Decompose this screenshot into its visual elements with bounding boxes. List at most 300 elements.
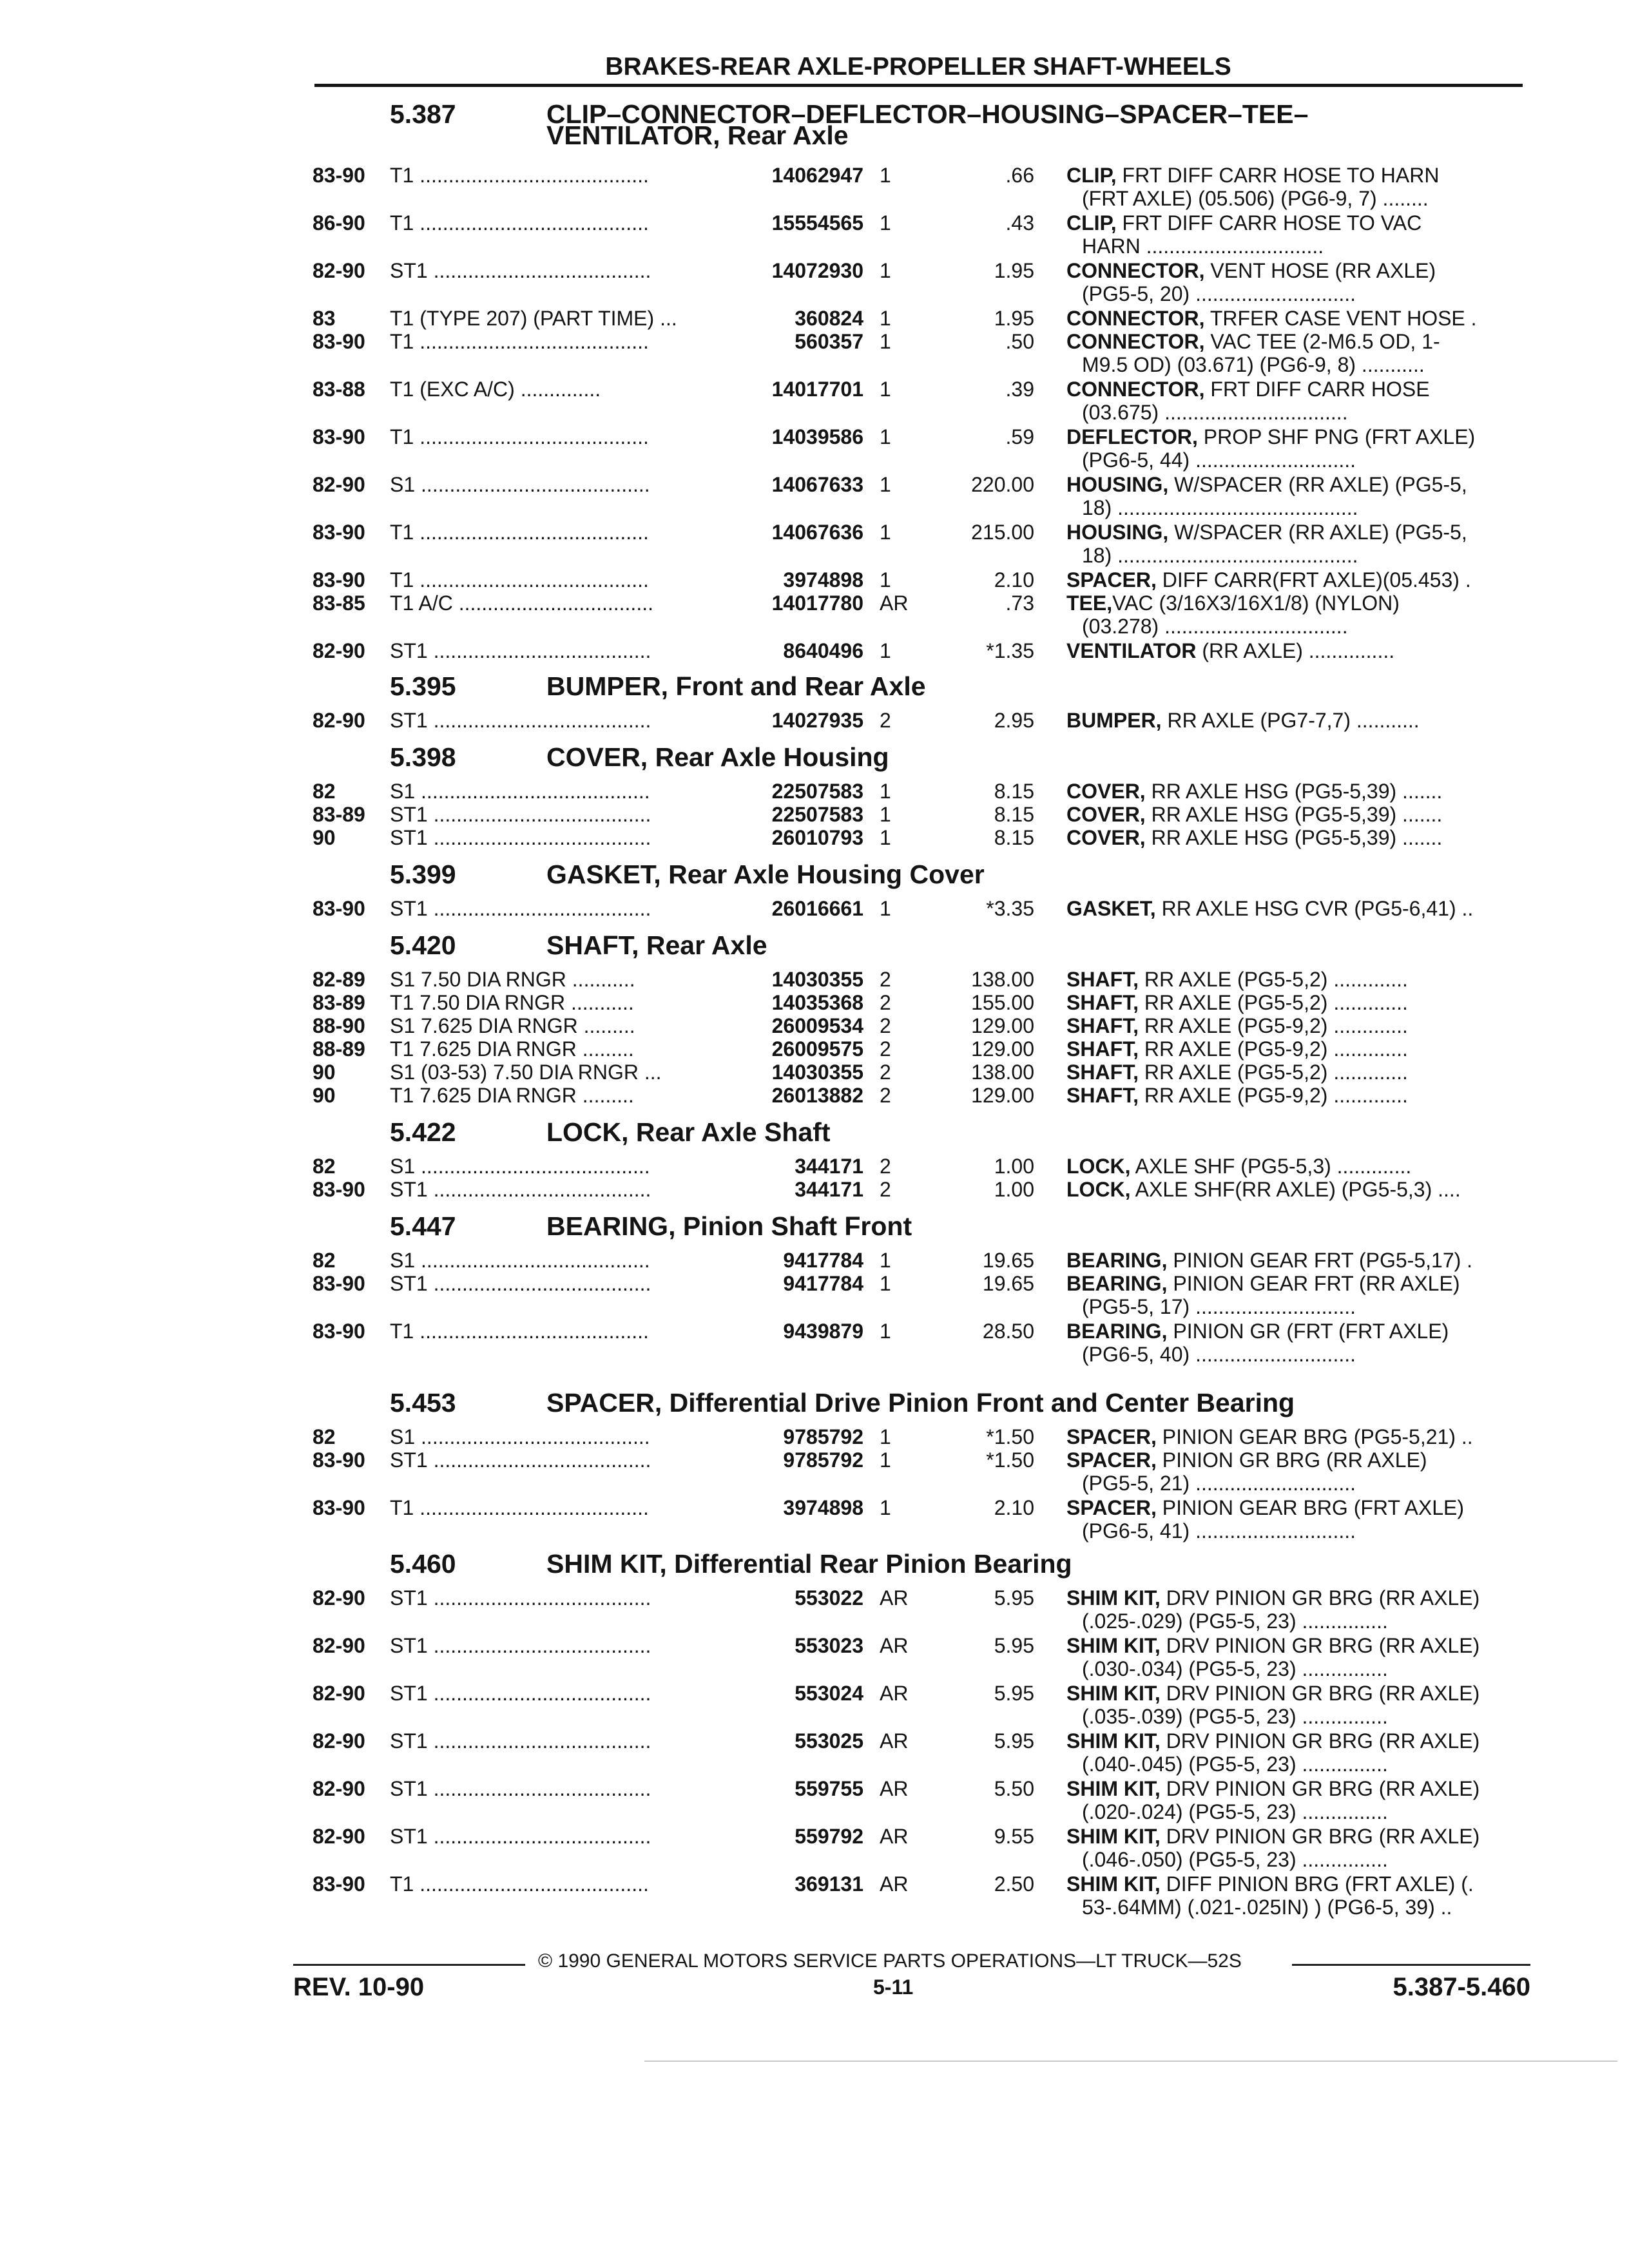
part-number: 9417784 xyxy=(783,1272,863,1295)
part-name: SPACER, xyxy=(1066,568,1157,591)
description-line xyxy=(1066,1037,1530,1061)
model-application: ST1 ...................................... xyxy=(390,709,651,732)
section-header xyxy=(0,1209,1629,1244)
model-application: ST1 ...................................... xyxy=(390,1729,651,1753)
price: *3.35 xyxy=(986,897,1034,920)
price: 5.50 xyxy=(994,1777,1034,1800)
parts-section xyxy=(0,1385,1629,1418)
description-detail: DRV PINION GR BRG (RR AXLE) xyxy=(1160,1682,1480,1705)
description-line xyxy=(1066,639,1530,662)
model-application: ST1 ...................................... xyxy=(390,1634,651,1657)
model-years: 83-90 xyxy=(313,164,365,187)
price: .59 xyxy=(1005,425,1034,448)
description-detail: DRV PINION GR BRG (RR AXLE) xyxy=(1160,1825,1480,1848)
description-detail: PINION GR BRG (RR AXLE) xyxy=(1156,1448,1427,1472)
price: 2.95 xyxy=(994,709,1034,732)
description-continuation: M9.5 OD) (03.671) (PG6-9, 8) ........... xyxy=(1082,353,1425,376)
part-number: 553022 xyxy=(795,1586,863,1610)
part-description xyxy=(1066,780,1530,803)
description-line xyxy=(1066,1178,1530,1201)
part-name: SHIM KIT, xyxy=(1066,1825,1161,1848)
section-title: COVER, Rear Axle Housing xyxy=(546,742,889,772)
part-description xyxy=(1066,259,1530,305)
part-name: SHAFT, xyxy=(1066,1014,1139,1037)
quantity: 1 xyxy=(880,521,891,544)
part-name: COVER, xyxy=(1066,803,1146,826)
part-name: SHAFT, xyxy=(1066,968,1139,991)
part-number: 14062947 xyxy=(771,164,863,187)
description-line xyxy=(1066,591,1530,615)
model-years: 82-90 xyxy=(313,1825,365,1848)
quantity: AR xyxy=(880,1682,909,1705)
part-number: 9439879 xyxy=(783,1320,863,1343)
price: *1.35 xyxy=(986,639,1034,662)
description-line xyxy=(1066,425,1530,448)
quantity: 1 xyxy=(880,1249,891,1272)
part-name: SHIM KIT, xyxy=(1066,1872,1161,1896)
part-description xyxy=(1066,897,1530,920)
section-header xyxy=(0,857,1629,892)
quantity: 1 xyxy=(880,803,891,826)
model-application: S1 7.50 DIA RNGR ........... xyxy=(390,968,635,991)
quantity: 2 xyxy=(880,1084,891,1107)
model-years: 82 xyxy=(313,1155,336,1178)
price: 19.65 xyxy=(982,1249,1034,1272)
price: 155.00 xyxy=(971,991,1034,1014)
model-years: 83-85 xyxy=(313,591,365,615)
part-name: BUMPER, xyxy=(1066,709,1162,732)
description-detail: RR AXLE (PG5-9,2) ............. xyxy=(1139,1014,1408,1037)
section-title: BUMPER, Front and Rear Axle xyxy=(546,671,926,701)
part-number: 14067633 xyxy=(771,473,863,496)
description-detail: RR AXLE (PG5-5,2) ............. xyxy=(1139,1061,1408,1084)
price: 129.00 xyxy=(971,1084,1034,1107)
part-number: 15554565 xyxy=(771,211,863,235)
quantity: 2 xyxy=(880,709,891,732)
part-name: SPACER, xyxy=(1066,1496,1157,1519)
part-description xyxy=(1066,1320,1530,1366)
part-description xyxy=(1066,1496,1530,1542)
description-detail: DIFF PINION BRG (FRT AXLE) (. xyxy=(1160,1872,1474,1896)
footer-rule-left xyxy=(293,1964,525,1966)
parts-section xyxy=(0,1209,1629,1241)
model-years: 82 xyxy=(313,780,336,803)
model-years: 90 xyxy=(313,826,336,849)
part-number: 14030355 xyxy=(771,968,863,991)
model-application: ST1 ...................................... xyxy=(390,897,651,920)
model-application: ST1 ...................................... xyxy=(390,1178,651,1201)
part-description xyxy=(1066,1729,1530,1776)
part-number: 553024 xyxy=(795,1682,863,1705)
bottom-rule xyxy=(644,2061,1617,2062)
model-years: 82-90 xyxy=(313,639,365,662)
part-description xyxy=(1066,991,1530,1014)
description-detail: RR AXLE HSG (PG5-5,39) ....... xyxy=(1145,803,1443,826)
description-continuation: (.030-.034) (PG5-5, 23) ............... xyxy=(1082,1657,1388,1680)
part-description xyxy=(1066,164,1530,210)
part-description xyxy=(1066,1037,1530,1061)
model-years: 82-90 xyxy=(313,709,365,732)
part-number: 26013882 xyxy=(771,1084,863,1107)
part-description xyxy=(1066,425,1530,472)
parts-section xyxy=(0,928,1629,960)
model-application: S1 ........................................ xyxy=(390,1425,650,1448)
model-application: ST1 ...................................... xyxy=(390,1777,651,1800)
model-application: ST1 ...................................... xyxy=(390,1825,651,1848)
section-number: 5.387 xyxy=(390,99,456,129)
part-description xyxy=(1066,709,1530,732)
price: .66 xyxy=(1005,164,1034,187)
part-number: 14039586 xyxy=(771,425,863,448)
part-number: 9785792 xyxy=(783,1448,863,1472)
section-header xyxy=(0,740,1629,774)
part-name: BEARING, xyxy=(1066,1272,1168,1295)
header-rule xyxy=(314,84,1523,87)
description-line xyxy=(1066,1729,1530,1753)
model-application: T1 ........................................ xyxy=(390,1496,649,1519)
description-line xyxy=(1066,259,1530,282)
description-detail: RR AXLE (PG5-5,2) ............. xyxy=(1139,968,1408,991)
description-continuation: (.040-.045) (PG5-5, 23) ............... xyxy=(1082,1753,1388,1776)
price: 19.65 xyxy=(982,1272,1034,1295)
description-line xyxy=(1066,1155,1530,1178)
part-name: HOUSING, xyxy=(1066,521,1169,544)
part-description xyxy=(1066,521,1530,567)
quantity: 1 xyxy=(880,1272,891,1295)
part-description xyxy=(1066,1272,1530,1318)
model-application: T1 (EXC A/C) .............. xyxy=(390,378,601,401)
description-line xyxy=(1066,1825,1530,1848)
description-line xyxy=(1066,709,1530,732)
model-years: 83-90 xyxy=(313,1320,365,1343)
section-title: LOCK, Rear Axle Shaft xyxy=(546,1117,831,1147)
quantity: 1 xyxy=(880,259,891,282)
description-line xyxy=(1066,1320,1530,1343)
model-years: 83-90 xyxy=(313,568,365,591)
description-detail: W/SPACER (RR AXLE) (PG5-5, xyxy=(1168,473,1467,496)
description-continuation: 53-.64MM) (.021-.025IN) ) (PG6-5, 39) .. xyxy=(1082,1896,1452,1919)
model-years: 83-90 xyxy=(313,521,365,544)
part-name: HOUSING, xyxy=(1066,473,1169,496)
price: 1.95 xyxy=(994,259,1034,282)
price: .73 xyxy=(1005,591,1034,615)
price: .39 xyxy=(1005,378,1034,401)
part-number: 22507583 xyxy=(771,803,863,826)
model-years: 83-89 xyxy=(313,991,365,1014)
part-description xyxy=(1066,1825,1530,1871)
part-name: CONNECTOR, xyxy=(1066,378,1205,401)
description-continuation: (PG5-5, 17) ............................ xyxy=(1082,1295,1356,1318)
description-continuation: (PG6-5, 44) ............................ xyxy=(1082,448,1356,472)
description-continuation: 18) .......................................... xyxy=(1082,544,1358,567)
description-detail: AXLE SHF(RR AXLE) (PG5-5,3) .... xyxy=(1130,1178,1461,1201)
description-detail: W/SPACER (RR AXLE) (PG5-5, xyxy=(1168,521,1467,544)
part-name: SHIM KIT, xyxy=(1066,1777,1161,1800)
description-detail: PINION GEAR FRT (RR AXLE) xyxy=(1167,1272,1460,1295)
description-detail: RR AXLE (PG7-7,7) ........... xyxy=(1161,709,1420,732)
quantity: AR xyxy=(880,1634,909,1657)
part-description xyxy=(1066,330,1530,376)
price: *1.50 xyxy=(986,1425,1034,1448)
model-years: 83-90 xyxy=(313,1272,365,1295)
section-number: 5.460 xyxy=(390,1549,456,1579)
model-years: 82-90 xyxy=(313,1729,365,1753)
model-application: T1 7.625 DIA RNGR ......... xyxy=(390,1084,634,1107)
section-number: 5.447 xyxy=(390,1211,456,1241)
description-continuation: (.035-.039) (PG5-5, 23) ............... xyxy=(1082,1705,1388,1728)
section-number: 5.453 xyxy=(390,1388,456,1418)
description-line xyxy=(1066,780,1530,803)
description-line xyxy=(1066,968,1530,991)
description-detail: AXLE SHF (PG5-5,3) ............. xyxy=(1130,1155,1412,1178)
price: 2.10 xyxy=(994,1496,1034,1519)
section-title: SHAFT, Rear Axle xyxy=(546,930,767,960)
model-years: 90 xyxy=(313,1084,336,1107)
model-years: 82 xyxy=(313,1425,336,1448)
description-detail: DIFF CARR(FRT AXLE)(05.453) . xyxy=(1156,568,1471,591)
description-detail: VENT HOSE (RR AXLE) xyxy=(1204,259,1436,282)
price: 8.15 xyxy=(994,803,1034,826)
description-detail: PINION GEAR BRG (PG5-5,21) .. xyxy=(1156,1425,1473,1448)
part-name: SPACER, xyxy=(1066,1448,1157,1472)
part-name: SHIM KIT, xyxy=(1066,1586,1161,1610)
part-description xyxy=(1066,639,1530,662)
model-years: 82-90 xyxy=(313,1586,365,1610)
model-years: 82-90 xyxy=(313,1777,365,1800)
footer-rule-right xyxy=(1292,1964,1530,1966)
part-name: TEE, xyxy=(1066,591,1113,615)
description-detail: DRV PINION GR BRG (RR AXLE) xyxy=(1160,1634,1480,1657)
model-years: 82 xyxy=(313,1249,336,1272)
model-years: 83 xyxy=(313,307,336,330)
model-years: 83-90 xyxy=(313,1178,365,1201)
model-years: 82-90 xyxy=(313,1682,365,1705)
quantity: AR xyxy=(880,1729,909,1753)
description-detail: (RR AXLE) ............... xyxy=(1196,639,1395,662)
price: 220.00 xyxy=(971,473,1034,496)
description-line xyxy=(1066,1272,1530,1295)
description-detail: TRFER CASE VENT HOSE . xyxy=(1204,307,1477,330)
part-description xyxy=(1066,307,1530,330)
price: *1.50 xyxy=(986,1448,1034,1472)
model-application: T1 ........................................ xyxy=(390,568,649,591)
part-number: 3974898 xyxy=(783,1496,863,1519)
description-detail: FRT DIFF CARR HOSE TO VAC xyxy=(1116,211,1422,235)
description-detail: RR AXLE HSG CVR (PG5-6,41) .. xyxy=(1155,897,1474,920)
model-application: T1 7.50 DIA RNGR ........... xyxy=(390,991,634,1014)
section-title: GASKET, Rear Axle Housing Cover xyxy=(546,860,985,889)
section-number: 5.399 xyxy=(390,860,456,889)
description-continuation: (FRT AXLE) (05.506) (PG6-9, 7) ........ xyxy=(1082,187,1429,210)
description-detail: RR AXLE HSG (PG5-5,39) ....... xyxy=(1145,826,1443,849)
model-years: 83-90 xyxy=(313,1448,365,1472)
section-number: 5.422 xyxy=(390,1117,456,1147)
part-number: 369131 xyxy=(795,1872,863,1896)
section-header xyxy=(0,1546,1629,1581)
part-name: CONNECTOR, xyxy=(1066,307,1205,330)
part-name: CLIP, xyxy=(1066,211,1117,235)
description-line xyxy=(1066,991,1530,1014)
model-application: ST1 ...................................... xyxy=(390,1586,651,1610)
model-application: T1 A/C .................................. xyxy=(390,591,653,615)
description-continuation: (.025-.029) (PG5-5, 23) ............... xyxy=(1082,1610,1388,1633)
part-description xyxy=(1066,968,1530,991)
description-detail: DRV PINION GR BRG (RR AXLE) xyxy=(1160,1777,1480,1800)
model-years: 82-90 xyxy=(313,259,365,282)
description-detail: PROP SHF PNG (FRT AXLE) xyxy=(1197,425,1476,448)
price: .50 xyxy=(1005,330,1034,353)
part-number: 9417784 xyxy=(783,1249,863,1272)
model-application: T1 (TYPE 207) (PART TIME) ... xyxy=(390,307,677,330)
quantity: 2 xyxy=(880,1037,891,1061)
part-description xyxy=(1066,1448,1530,1495)
price: 129.00 xyxy=(971,1014,1034,1037)
description-continuation: (03.278) ................................ xyxy=(1082,615,1348,638)
part-name: CONNECTOR, xyxy=(1066,330,1205,353)
part-number: 559792 xyxy=(795,1825,863,1848)
model-years: 88-90 xyxy=(313,1014,365,1037)
description-line xyxy=(1066,164,1530,187)
price: 138.00 xyxy=(971,968,1034,991)
description-continuation: (PG5-5, 21) ............................ xyxy=(1082,1472,1356,1495)
part-description xyxy=(1066,378,1530,424)
part-name: SHIM KIT, xyxy=(1066,1682,1161,1705)
part-name: SHAFT, xyxy=(1066,1084,1139,1107)
quantity: AR xyxy=(880,1872,909,1896)
model-years: 82-89 xyxy=(313,968,365,991)
part-number: 26016661 xyxy=(771,897,863,920)
section-number: 5.395 xyxy=(390,671,456,701)
section-number: 5.420 xyxy=(390,930,456,960)
part-number: 14030355 xyxy=(771,1061,863,1084)
section-title: SHIM KIT, Differential Rear Pinion Bearing xyxy=(546,1549,1072,1579)
price: 215.00 xyxy=(971,521,1034,544)
model-application: ST1 ...................................... xyxy=(390,1682,651,1705)
part-number: 14067636 xyxy=(771,521,863,544)
model-application: ST1 ...................................... xyxy=(390,803,651,826)
quantity: 1 xyxy=(880,473,891,496)
model-years: 82-90 xyxy=(313,473,365,496)
part-description xyxy=(1066,1014,1530,1037)
part-name: SHIM KIT, xyxy=(1066,1729,1161,1753)
part-number: 560357 xyxy=(795,330,863,353)
part-description xyxy=(1066,1872,1530,1919)
price: 8.15 xyxy=(994,780,1034,803)
description-line xyxy=(1066,1586,1530,1610)
section-header xyxy=(0,1385,1629,1420)
part-description xyxy=(1066,1682,1530,1728)
price: 138.00 xyxy=(971,1061,1034,1084)
description-line xyxy=(1066,1496,1530,1519)
model-application: ST1 ...................................... xyxy=(390,259,651,282)
description-continuation: (PG6-5, 41) ............................ xyxy=(1082,1519,1356,1542)
quantity: 1 xyxy=(880,1448,891,1472)
model-years: 83-88 xyxy=(313,378,365,401)
quantity: 1 xyxy=(880,164,891,187)
description-line xyxy=(1066,1084,1530,1107)
model-application: ST1 ...................................... xyxy=(390,639,651,662)
price: 9.55 xyxy=(994,1825,1034,1848)
parts-section xyxy=(0,1546,1629,1579)
description-continuation: 18) .......................................... xyxy=(1082,496,1358,519)
price: .43 xyxy=(1005,211,1034,235)
price: 5.95 xyxy=(994,1586,1034,1610)
quantity: 2 xyxy=(880,1061,891,1084)
description-detail: FRT DIFF CARR HOSE TO HARN xyxy=(1116,164,1440,187)
quantity: 1 xyxy=(880,1496,891,1519)
price: 5.95 xyxy=(994,1682,1034,1705)
description-detail: PINION GEAR FRT (PG5-5,17) . xyxy=(1167,1249,1473,1272)
description-line xyxy=(1066,330,1530,353)
part-description xyxy=(1066,1634,1530,1680)
part-description xyxy=(1066,803,1530,826)
price: 1.95 xyxy=(994,307,1034,330)
description-line xyxy=(1066,1061,1530,1084)
model-years: 83-90 xyxy=(313,330,365,353)
page-number: 5-11 xyxy=(873,1975,914,1999)
part-number: 360824 xyxy=(795,307,863,330)
model-years: 82-90 xyxy=(313,1634,365,1657)
description-detail: DRV PINION GR BRG (RR AXLE) xyxy=(1160,1729,1480,1753)
price: 1.00 xyxy=(994,1178,1034,1201)
model-years: 83-90 xyxy=(313,425,365,448)
quantity: 1 xyxy=(880,1425,891,1448)
description-detail: RR AXLE (PG5-5,2) ............. xyxy=(1139,991,1408,1014)
description-line xyxy=(1066,803,1530,826)
quantity: 1 xyxy=(880,211,891,235)
description-continuation: (PG6-5, 40) ............................ xyxy=(1082,1343,1356,1366)
description-line xyxy=(1066,521,1530,544)
model-application: S1 (03-53) 7.50 DIA RNGR ... xyxy=(390,1061,662,1084)
copyright-notice: © 1990 GENERAL MOTORS SERVICE PARTS OPERATIONS—LT TRUCK—52S xyxy=(538,1950,1242,1972)
part-number: 553023 xyxy=(795,1634,863,1657)
model-application: ST1 ...................................... xyxy=(390,1272,651,1295)
model-application: S1 ........................................ xyxy=(390,473,650,496)
quantity: AR xyxy=(880,1777,909,1800)
revision-label: REV. 10-90 xyxy=(293,1973,425,2001)
part-name: BEARING, xyxy=(1066,1249,1168,1272)
description-line xyxy=(1066,1425,1530,1448)
description-line xyxy=(1066,568,1530,591)
part-description xyxy=(1066,211,1530,258)
quantity: 2 xyxy=(880,1155,891,1178)
part-description xyxy=(1066,1586,1530,1633)
model-application: T1 ........................................ xyxy=(390,330,649,353)
description-detail: DRV PINION GR BRG (RR AXLE) xyxy=(1160,1586,1480,1610)
part-description xyxy=(1066,1425,1530,1448)
part-name: LOCK, xyxy=(1066,1178,1131,1201)
part-number: 14027935 xyxy=(771,709,863,732)
description-line xyxy=(1066,1249,1530,1272)
description-detail: FRT DIFF CARR HOSE xyxy=(1204,378,1430,401)
model-application: S1 ........................................ xyxy=(390,1249,650,1272)
model-application: ST1 ...................................... xyxy=(390,1448,651,1472)
model-years: 90 xyxy=(313,1061,336,1084)
part-name: SPACER, xyxy=(1066,1425,1157,1448)
part-number: 8640496 xyxy=(783,639,863,662)
description-line xyxy=(1066,1634,1530,1657)
model-years: 86-90 xyxy=(313,211,365,235)
description-continuation: (.046-.050) (PG5-5, 23) ............... xyxy=(1082,1848,1388,1871)
part-description xyxy=(1066,591,1530,638)
description-detail: PINION GEAR BRG (FRT AXLE) xyxy=(1156,1496,1465,1519)
part-name: CONNECTOR, xyxy=(1066,259,1205,282)
quantity: 1 xyxy=(880,307,891,330)
description-detail: PINION GR (FRT (FRT AXLE) xyxy=(1167,1320,1449,1343)
model-application: T1 ........................................ xyxy=(390,211,649,235)
section-header xyxy=(0,928,1629,963)
section-title: CLIP–CONNECTOR–DEFLECTOR–HOUSING–SPACER–TEE– xyxy=(546,99,1309,129)
